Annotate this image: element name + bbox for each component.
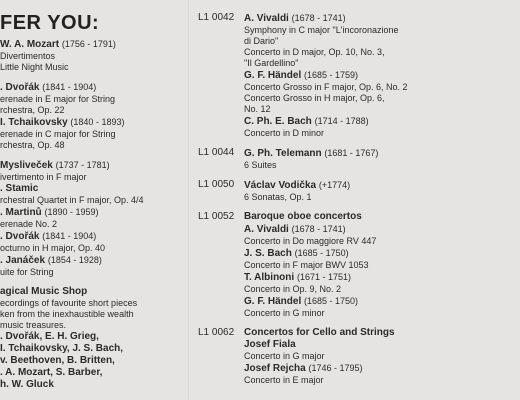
catalog-code: L1 0044 — [198, 147, 235, 158]
work-title: Concerto in D major, Op. 10, No. 3, — [244, 47, 385, 57]
work-title: rchestra, Op. 48 — [0, 140, 65, 150]
catalog-code: L1 0062 — [198, 327, 235, 338]
composer-name: W. A. Mozart — [0, 39, 60, 50]
work-title: erenade in C major for String — [0, 129, 116, 139]
composer-years: (1685 - 1750) — [304, 296, 359, 306]
work-title: rchestra, Op. 22 — [0, 105, 65, 115]
composer-name: I. Tchaikovsky, J. S. Bach, — [0, 343, 124, 354]
composer-years: (1681 - 1767) — [324, 148, 379, 158]
program-block — [0, 38, 186, 73]
work-title: ecordings of favourite short pieces — [0, 298, 138, 308]
composer-line — [244, 339, 520, 351]
album-heading: Baroque oboe concertos — [244, 211, 362, 222]
work-title: "Il Gardellino" — [244, 58, 299, 68]
composer-name: T. Albinoni — [244, 272, 295, 283]
work-title: Concerto in D minor — [244, 128, 325, 138]
composer-line — [244, 12, 520, 25]
work-title: octurno in H major, Op. 40 — [0, 243, 106, 253]
fold-divider — [188, 0, 190, 400]
program-block — [0, 159, 186, 278]
work-title: di Dario" — [244, 36, 279, 46]
composer-line — [0, 254, 186, 267]
composer-years: (1756 - 1791) — [61, 39, 116, 49]
composer-line — [0, 331, 186, 343]
work-title: Divertimentos — [0, 51, 56, 61]
catalog-entry — [198, 12, 520, 139]
work-title: Little Night Music — [0, 62, 69, 72]
work-title: Concerto in Op. 9, No. 2 — [244, 284, 342, 294]
composer-name: G. F. Händel — [244, 296, 302, 307]
composer-years: (1890 - 1959) — [44, 207, 99, 217]
composer-line — [0, 206, 186, 219]
composer-line — [0, 379, 186, 391]
work-title: ken from the inexhaustible wealth — [0, 309, 134, 319]
composer-name: v. Beethoven, B. Britten, — [0, 355, 115, 366]
composer-years: (1841 - 1904) — [42, 82, 97, 92]
composer-line — [0, 183, 186, 195]
program-block — [0, 81, 186, 151]
composer-line — [0, 343, 186, 355]
composer-years: (1737 - 1781) — [55, 160, 110, 170]
composer-line — [0, 81, 186, 94]
work-title: Concerto in Do maggiore RV 447 — [244, 236, 377, 246]
composer-years: (1685 - 1759) — [304, 70, 359, 80]
composer-name: . Janáček — [0, 255, 46, 266]
composer-name: I. Tchaikovsky — [0, 117, 68, 128]
right-column — [198, 12, 520, 394]
catalog-entry — [198, 179, 520, 203]
composer-line — [244, 247, 520, 260]
work-title: Concerto in G major — [244, 351, 325, 361]
composer-line — [244, 362, 520, 375]
composer-name: . Dvořák, E. H. Grieg, — [0, 331, 99, 342]
catalog-code: L1 0042 — [198, 12, 235, 23]
composer-line — [244, 271, 520, 284]
composer-name: G. F. Händel — [244, 70, 302, 81]
composer-years: (1746 - 1795) — [308, 363, 363, 373]
work-title: rchestral Quartet in F major, Op. 4/4 — [0, 195, 144, 205]
composer-years: (1714 - 1788) — [314, 116, 369, 126]
catalog-entry — [198, 327, 520, 386]
composer-line — [0, 116, 186, 129]
work-title: erenade in E major for String — [0, 94, 116, 104]
entry-body — [244, 12, 520, 139]
composer-years: (1671 - 1751) — [296, 272, 352, 282]
composer-line — [244, 179, 520, 192]
composer-name: . Dvořák — [0, 82, 40, 93]
work-title: 6 Suites — [244, 160, 277, 170]
entry-body — [244, 211, 520, 319]
composer-name: A. Vivaldi — [244, 13, 289, 24]
composer-name: Josef Rejcha — [244, 363, 306, 374]
composer-years: (1685 - 1750) — [294, 248, 349, 258]
composer-line — [0, 286, 186, 298]
composer-years: (1854 - 1928) — [47, 255, 102, 265]
composer-name: J. S. Bach — [244, 248, 292, 259]
composer-name: . Martinů — [0, 207, 42, 218]
composer-line — [244, 69, 520, 82]
composer-name: agical Music Shop — [0, 286, 88, 297]
composer-line — [244, 223, 520, 236]
work-title: Concerto in G minor — [244, 308, 325, 318]
composer-name: . Stamic — [0, 183, 39, 194]
composer-line — [0, 38, 186, 51]
work-title: 6 Sonatas, Op. 1 — [244, 192, 312, 202]
catalog-code: L1 0050 — [198, 179, 235, 190]
composer-line — [0, 367, 186, 379]
page-title: FER YOU: — [0, 12, 100, 34]
composer-name: A. Vivaldi — [244, 224, 289, 235]
catalog-code: L1 0052 — [198, 211, 235, 222]
composer-line — [0, 355, 186, 367]
work-title: uite for String — [0, 267, 54, 277]
composer-name: h. W. Gluck — [0, 379, 54, 390]
entry-body — [244, 147, 520, 171]
catalog-entry — [198, 147, 520, 171]
work-title: No. 12 — [244, 104, 271, 114]
composer-name: . A. Mozart, S. Barber, — [0, 367, 103, 378]
work-title: music treasures. — [0, 320, 67, 330]
work-title: Concerto in F major BWV 1053 — [244, 260, 369, 270]
composer-years: (1678 - 1741) — [291, 224, 346, 234]
work-title: Concerto Grosso in H major, Op. 6, — [244, 93, 385, 103]
composer-name: C. Ph. E. Bach — [244, 116, 312, 127]
entry-body — [244, 327, 520, 386]
composer-name: G. Ph. Telemann — [244, 148, 322, 159]
work-title: Concerto Grosso in F major, Op. 6, No. 2 — [244, 82, 408, 92]
composer-name: Josef Fiala — [244, 339, 296, 350]
composer-line — [244, 147, 520, 160]
composer-name: Václav Vodička — [244, 180, 317, 191]
composer-years: (+1774) — [318, 180, 351, 190]
left-column — [0, 38, 186, 399]
composer-line — [0, 230, 186, 243]
composer-years: (1840 - 1893) — [70, 117, 125, 127]
composer-years: (1678 - 1741) — [291, 13, 346, 23]
program-block — [0, 286, 186, 391]
album-heading: Concertos for Cello and Strings — [244, 327, 395, 338]
composer-name: . Dvořák — [0, 231, 40, 242]
composer-line — [0, 159, 186, 172]
composer-line — [244, 115, 520, 128]
work-title: Symphony in C major "L'incoronazione — [244, 25, 399, 35]
composer-years: (1841 - 1904) — [42, 231, 97, 241]
composer-name: Mysliveček — [0, 160, 53, 171]
work-title: Concerto in E major — [244, 375, 324, 385]
work-title: erenade No. 2 — [0, 219, 58, 229]
composer-line — [244, 295, 520, 308]
entry-body — [244, 179, 520, 203]
work-title: ivertimento in F major — [0, 172, 87, 182]
catalog-entry — [198, 211, 520, 319]
